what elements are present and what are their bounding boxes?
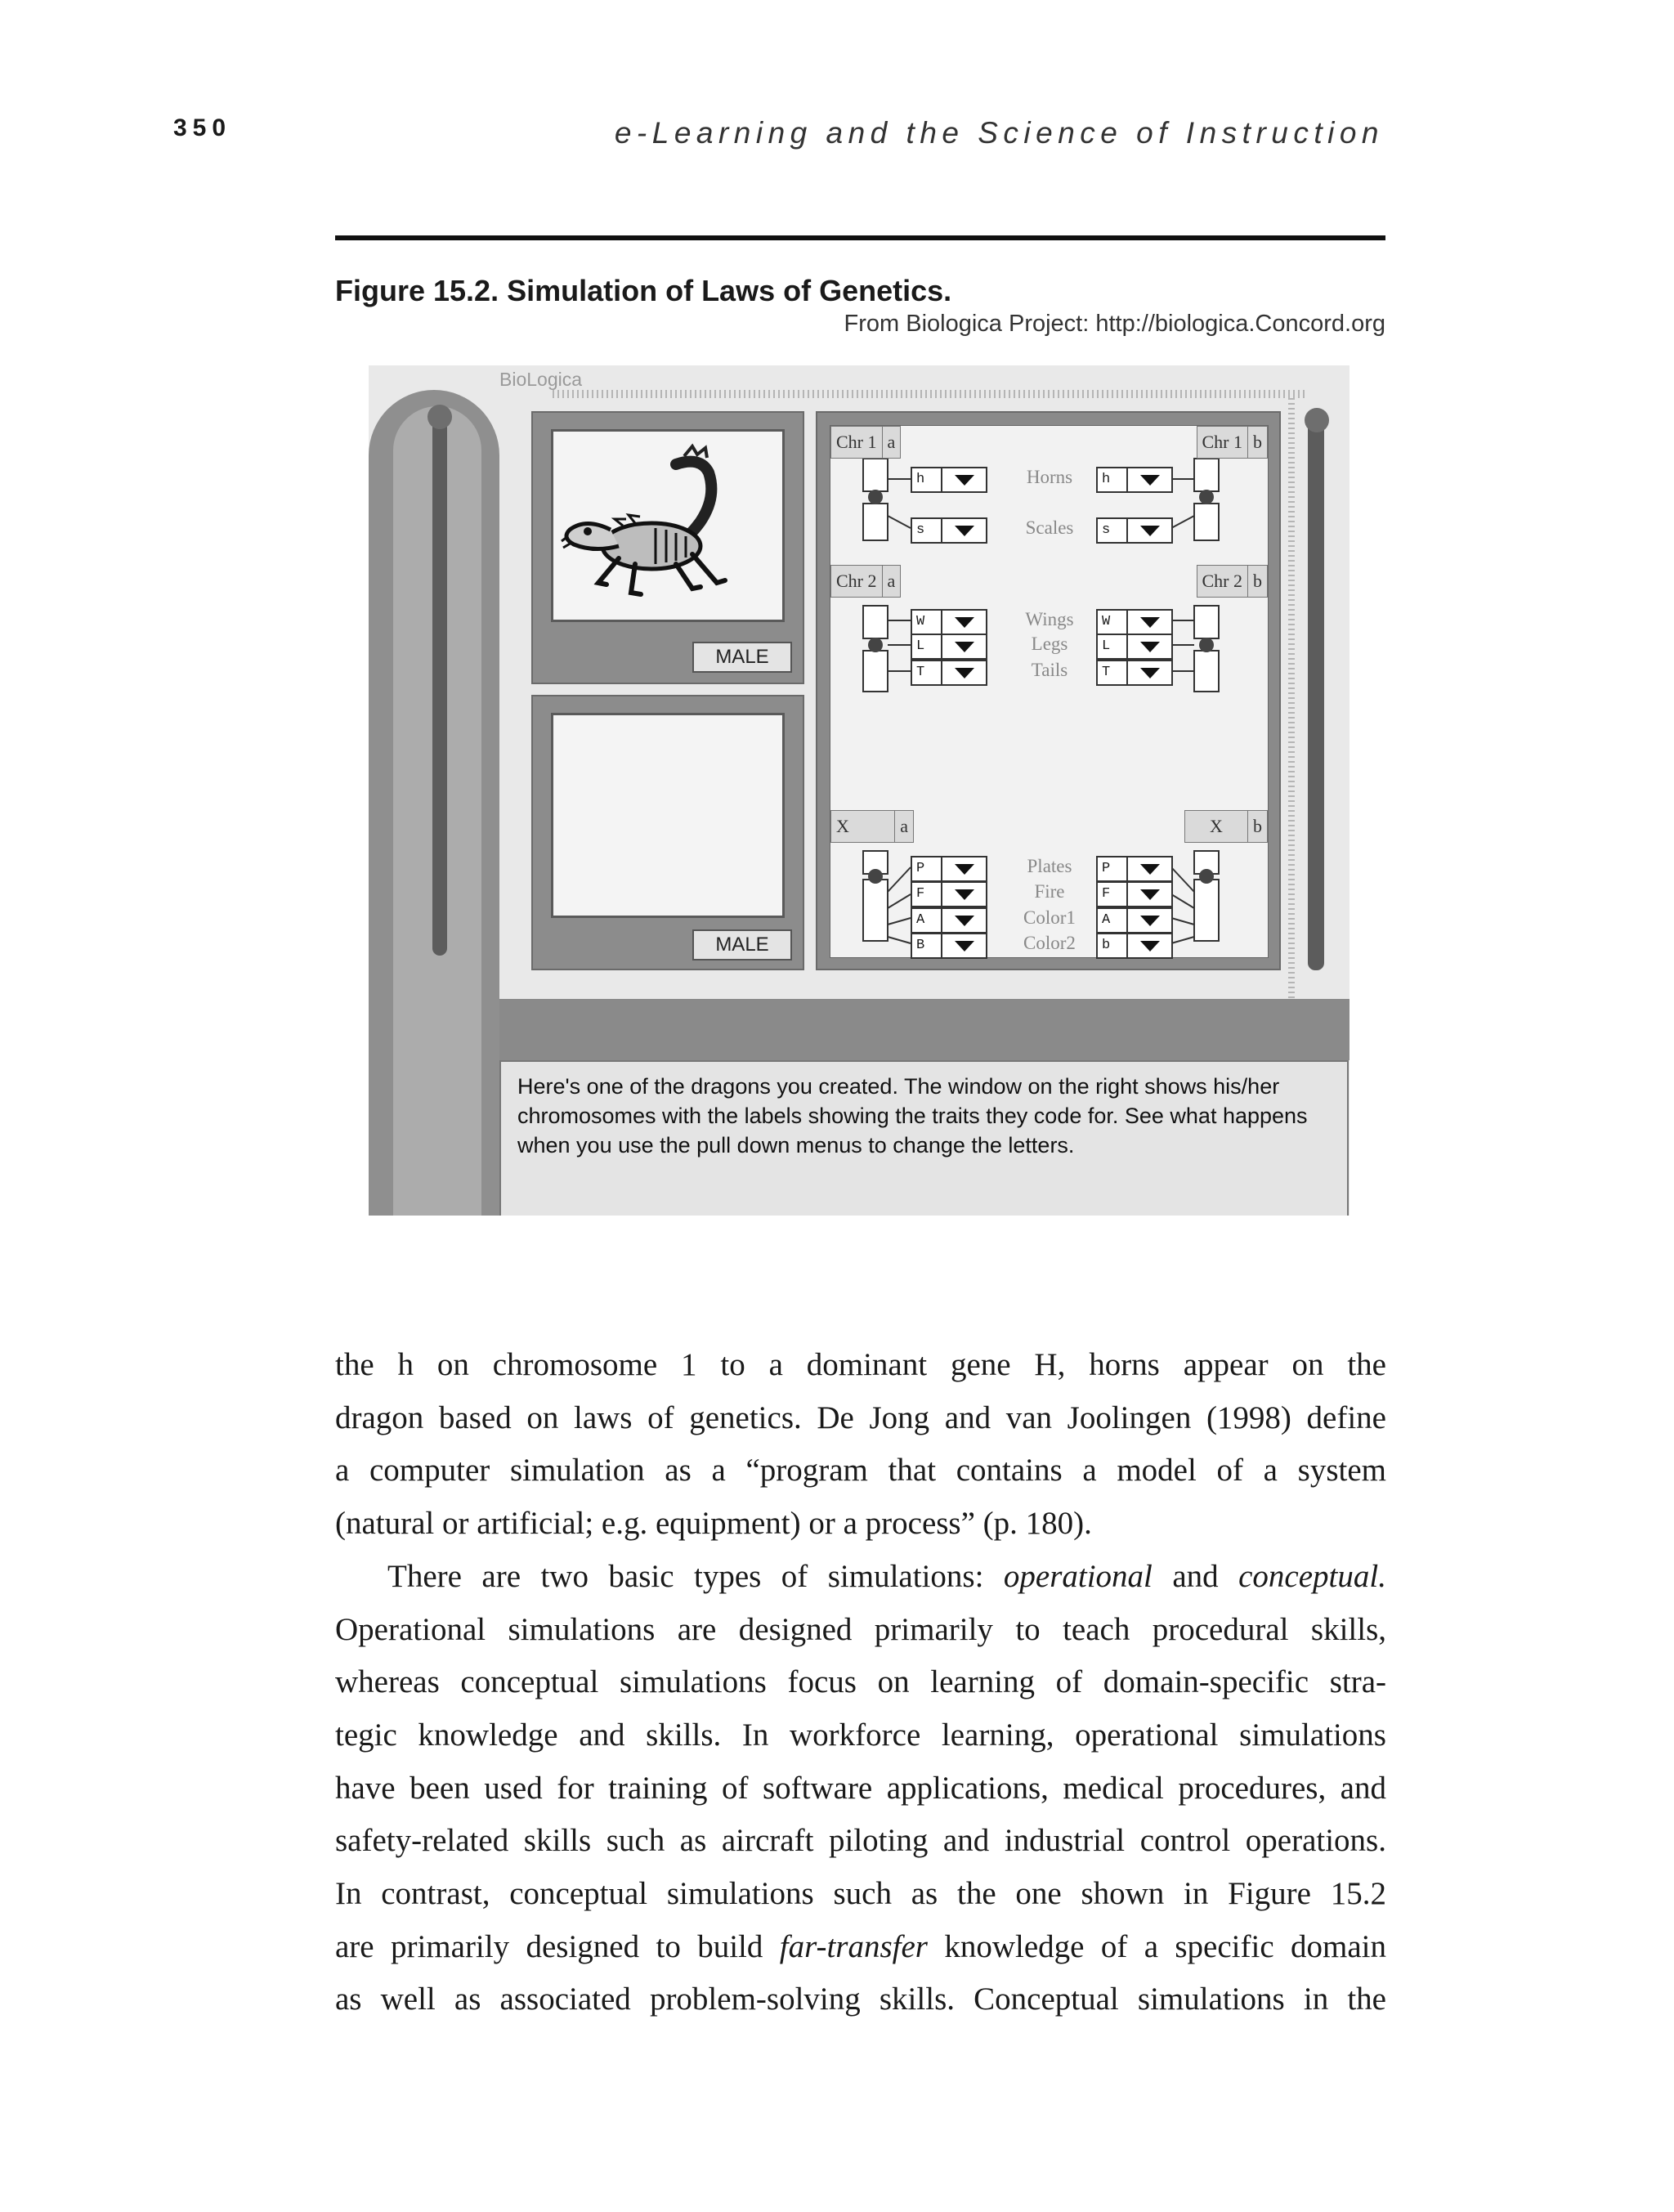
figure-caption: Figure 15.2. Simulation of Laws of Genetics.	[335, 274, 952, 307]
chr2-left-label: Chr 2 a	[830, 565, 901, 598]
dragon-image	[553, 432, 782, 620]
allele-select-xb-color2[interactable]: b	[1096, 933, 1173, 959]
chromosome-panel	[816, 411, 1281, 970]
allele-select-chr2b-tails[interactable]: T	[1096, 660, 1173, 686]
body-line: tegic knowledge and skills. In workforce learning, operational simulations	[335, 1717, 1386, 1753]
chr2-right-label: Chr 2 b	[1197, 565, 1269, 598]
message-box	[499, 1060, 1349, 1216]
allele-select-chr2b-wings[interactable]: W	[1096, 609, 1173, 635]
right-scroll-rail[interactable]	[1308, 414, 1324, 970]
body-text	[335, 1339, 1386, 2026]
left-scroll-knob[interactable]	[427, 405, 452, 429]
organism-panel-lower	[531, 695, 804, 970]
body-line: There are two basic types of simulations: operational and conceptual.	[387, 1558, 1386, 1594]
allele-select-chr1a-scales[interactable]: s	[911, 517, 987, 544]
trait-label-tails: Tails	[1031, 660, 1068, 680]
trait-label-color1: Color1	[1023, 907, 1076, 928]
body-line: Operational simulations are designed primarily to teach procedural skills,	[335, 1611, 1386, 1647]
allele-select-xa-color1[interactable]: A	[911, 907, 987, 934]
status-bar	[499, 999, 1349, 1060]
allele-select-chr1b-scales[interactable]: s	[1096, 517, 1173, 544]
header-rule	[335, 235, 1385, 240]
trait-label-fire: Fire	[1034, 881, 1065, 902]
x-left-label: X a	[830, 810, 914, 843]
chromosome-view	[830, 425, 1269, 958]
body-line: (natural or artificial; e.g. equipment) or a process” (p. 180).	[335, 1506, 1092, 1542]
body-line: are primarily designed to build far-transfer knowledge of a specific domain	[335, 1928, 1386, 1964]
biologica-screenshot	[369, 365, 1349, 1216]
allele-select-chr1b-horns[interactable]: h	[1096, 467, 1173, 493]
right-scroll-knob[interactable]	[1305, 408, 1329, 432]
ruler-right	[1288, 398, 1295, 1003]
allele-select-chr1a-horns[interactable]: h	[911, 467, 987, 493]
body-line: the h on chromosome 1 to a dominant gene H, horns appear on the	[335, 1347, 1386, 1382]
allele-select-chr2a-legs[interactable]: L	[911, 634, 987, 660]
message-text: Here's one of the dragons you created. The window on the right shows his/her chromosomes with the labels showing the traits they code for. See what happens when you use the pull down menus to change the letters.	[517, 1074, 1308, 1157]
allele-select-chr2a-wings[interactable]: W	[911, 609, 987, 635]
app-title: BioLogica	[499, 369, 583, 390]
organism-view-upper[interactable]	[551, 429, 785, 622]
trait-label-wings: Wings	[1025, 609, 1074, 629]
left-scroll-rail[interactable]	[432, 416, 447, 956]
trait-label-plates: Plates	[1027, 856, 1072, 876]
trait-label-scales: Scales	[1025, 517, 1074, 538]
body-line: as well as associated problem-solving skills. Conceptual simulations in the	[335, 1981, 1386, 2017]
ruler-top	[553, 390, 1305, 398]
chromosome-diagram	[830, 426, 1268, 957]
body-line: whereas conceptual simulations focus on learning of domain-specific stra-	[335, 1664, 1386, 1700]
allele-select-xb-plates[interactable]: P	[1096, 856, 1173, 882]
sex-label-lower: MALE	[692, 929, 792, 960]
trait-label-color2: Color2	[1023, 933, 1076, 953]
running-head: e-Learning and the Science of Instruction	[614, 116, 1384, 150]
figure-source: From Biologica Project: http://biologica.Concord.org	[844, 311, 1385, 337]
body-line: have been used for training of software applications, medical procedures, and	[335, 1770, 1386, 1806]
body-line: In contrast, conceptual simulations such as the one shown in Figure 15.2	[335, 1876, 1386, 1912]
allele-select-xa-fire[interactable]: F	[911, 881, 987, 907]
chr1-right-label: Chr 1 b	[1197, 426, 1269, 459]
sex-label-upper: MALE	[692, 642, 792, 673]
allele-select-xa-plates[interactable]: P	[911, 856, 987, 882]
trait-label-legs: Legs	[1031, 634, 1068, 654]
allele-select-chr2b-legs[interactable]: L	[1096, 634, 1173, 660]
allele-select-chr2a-tails[interactable]: T	[911, 660, 987, 686]
body-line: a computer simulation as a “program that contains a model of a system	[335, 1453, 1386, 1489]
chr1-left-label: Chr 1 a	[830, 426, 901, 459]
body-line: dragon based on laws of genetics. De Jong and van Joolingen (1998) define	[335, 1399, 1386, 1435]
x-right-label: X b	[1184, 810, 1268, 843]
organism-view-lower[interactable]	[551, 713, 785, 918]
page-number: 350	[173, 114, 232, 141]
allele-select-xb-fire[interactable]: F	[1096, 881, 1173, 907]
allele-select-xa-color2[interactable]: B	[911, 933, 987, 959]
allele-select-xb-color1[interactable]: A	[1096, 907, 1173, 934]
organism-panel-upper	[531, 411, 804, 684]
trait-label-horns: Horns	[1026, 467, 1073, 487]
body-line: safety-related skills such as aircraft piloting and industrial control operations.	[335, 1823, 1386, 1859]
